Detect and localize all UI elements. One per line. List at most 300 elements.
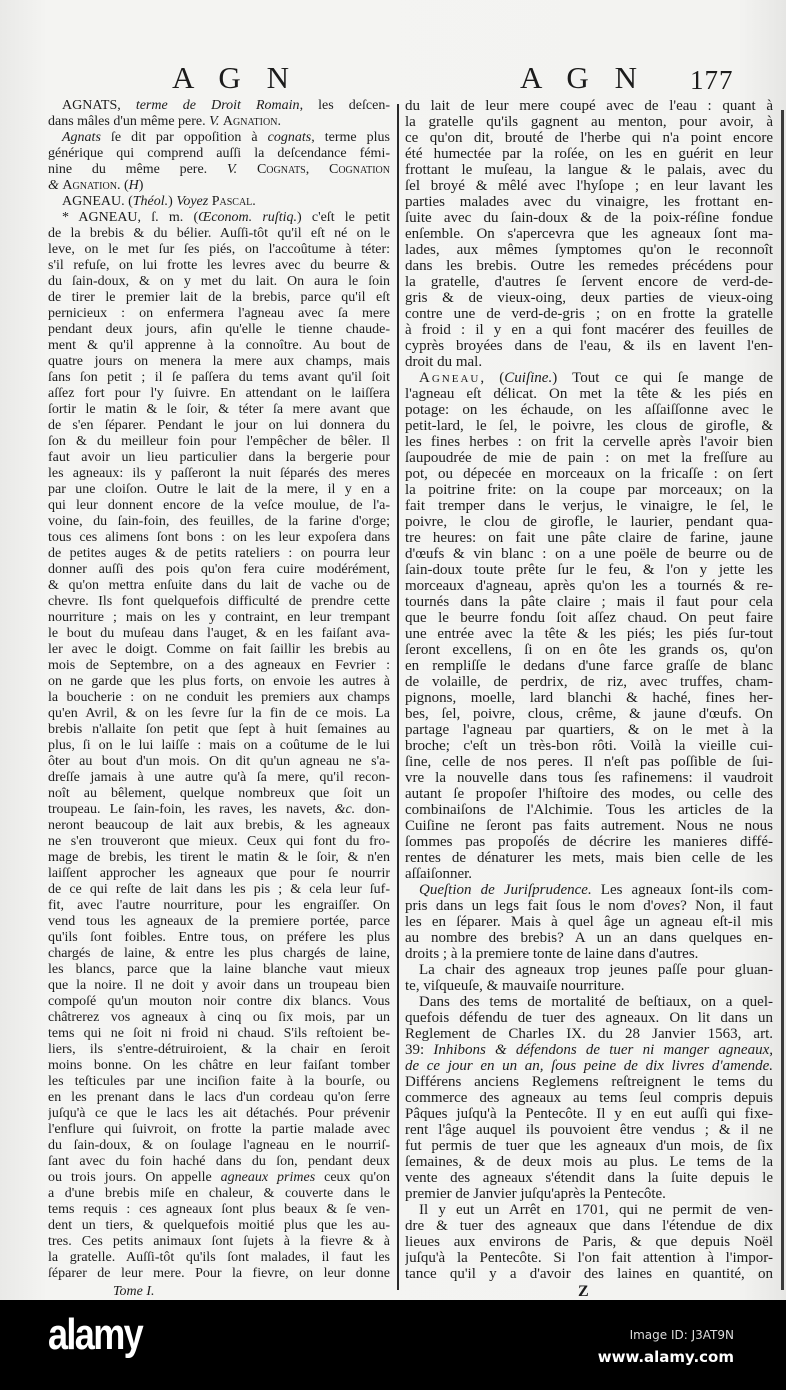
running-head-right: A G N <box>520 60 646 95</box>
text-run: ler avec le doigt. Comme on fait ſaillir les brebis au <box>48 642 390 657</box>
text-run: ) Tout ce qui ſe mange de <box>552 370 773 386</box>
text-run: de volaille, de perdrix, de riz, avec truffes, cham- <box>405 674 773 690</box>
text-line <box>48 498 390 514</box>
text-run: ſaupoudrée de mie de pain : on met la freſſure au <box>405 450 773 466</box>
text-run: AGNATS, <box>62 98 136 113</box>
text-run: de tirer le premier lait de la brebis, parce qu'il eſt <box>48 290 390 305</box>
text-run: petit-lard, le ſel, le poivre, les clous de girofle, & <box>405 418 773 434</box>
text-line <box>48 898 390 914</box>
text-run: potage: on les échaude, on les aſſaiſſonne avec le <box>405 402 773 418</box>
text-run: tems qui ne ſoit ni froid ni chaud. S'ils reſtoient be- <box>48 1026 390 1041</box>
text-run: mois de Septembre, on a des agneaux en Fevrier : <box>48 658 390 673</box>
text-line <box>405 898 773 914</box>
text-run: chevre. Ils font quelquefois difficulté de prendre cette <box>48 594 390 609</box>
text-run: & qu'on mettra enſuite dans du lait de vache ou de <box>48 578 390 593</box>
text-run: ſommes pas propoſés de décrire les manieres diffé- <box>405 834 773 850</box>
text-run: bes, ſel, poivre, clous, crême, & jaune d'œufs. On <box>405 706 773 722</box>
text-run: troupeau. Le ſain-foin, les raves, les navets, <box>48 802 335 817</box>
text-line <box>405 1266 773 1282</box>
text-run: aſſez fort pour l'y ſuivre. En attendant on le laiſſera <box>48 386 390 401</box>
text-line <box>405 930 773 946</box>
text-line <box>48 626 390 642</box>
text-line <box>405 1106 773 1122</box>
text-run: en rempliſſe le dedans d'une farce graſſe de blanc <box>405 658 773 674</box>
text-line <box>48 658 390 674</box>
italic-run: cognats <box>267 130 312 145</box>
text-line <box>48 1026 390 1042</box>
text-line <box>405 658 773 674</box>
text-run: l'agneau eſt délicat. On met la tête & les piés en <box>405 386 773 402</box>
text-line <box>405 610 773 626</box>
text-line <box>405 738 773 754</box>
italic-run: Œconom. ruſtiq. <box>198 210 297 225</box>
text-line <box>405 290 773 306</box>
text-run: cyprès broyées dans de l'eau, & ils en lavent l'en- <box>405 338 773 354</box>
text-run: ( <box>120 178 129 193</box>
text-run: ) <box>138 178 144 193</box>
text-run: 39: <box>405 1042 434 1058</box>
text-line <box>48 882 390 898</box>
text-line <box>405 194 773 210</box>
text-run: lades, aux mêmes ſymptomes qu'on le reconnoît <box>405 242 773 258</box>
text-line <box>48 674 390 690</box>
text-line <box>48 930 390 946</box>
text-run: ſéparer de leur mere. Pour la fievre, on leur donne <box>48 1266 390 1281</box>
text-line <box>48 466 390 482</box>
italic-run: & <box>48 178 59 193</box>
text-line <box>405 226 773 242</box>
text-line <box>48 1266 390 1282</box>
text-line <box>48 530 390 546</box>
text-line <box>405 402 773 418</box>
text-run: brebis n'allaite ſon petit que ſept à huit ſemaines au <box>48 722 390 737</box>
text-line <box>405 1122 773 1138</box>
text-line <box>48 914 390 930</box>
text-line <box>48 1250 390 1266</box>
text-run: ne s'en trouveront que mieux. Ceux qui font du fro- <box>48 834 390 849</box>
text-run: châtrerez vos agneaux à cinq ou ſix mois, par un <box>48 1010 390 1025</box>
text-run: dent un tiers, & quelquefois moitié plus que les au- <box>48 1218 390 1233</box>
text-run: d'œufs & vin blanc : on a une poële de beurre ou de <box>405 546 773 562</box>
volume-signature: Tome I. <box>113 1284 155 1299</box>
text-line <box>405 706 773 722</box>
text-line <box>48 1234 390 1250</box>
text-line <box>48 98 390 114</box>
text-run: voine, du ſain-foin, des feuilles, de la farine d'orge; <box>48 514 390 529</box>
alamy-logo: alamy <box>48 1310 143 1359</box>
text-line <box>48 1074 390 1090</box>
text-line <box>405 962 773 978</box>
text-run: ôter au bout d'un mois. On dit qu'un agneau ne s'a- <box>48 754 390 769</box>
text-run: Cuiſine ne ſeront pas faits autrement. Nous ne nous <box>405 818 773 834</box>
text-run: quatre jours on menera la mere aux champs, mais <box>48 354 390 369</box>
text-line <box>48 290 390 306</box>
text-line <box>48 306 390 322</box>
text-line <box>48 994 390 1010</box>
italic-run: de ce jour en un an, ſous peine de dix livres d'amende. <box>405 1058 773 1074</box>
text-line <box>405 866 773 882</box>
text-line <box>48 1010 390 1026</box>
text-line <box>48 754 390 770</box>
text-line <box>405 1138 773 1154</box>
text-run: autant ſe propoſer l'hiſtoire des modes, ou celle des <box>405 786 773 802</box>
text-run: que le beurre fondu ſoit aſſez chaud. On peut faire <box>405 610 773 626</box>
text-run: te, viſqueuſe, & mauvaiſe nourriture. <box>405 978 625 994</box>
text-line <box>405 914 773 930</box>
text-line <box>405 450 773 466</box>
text-line <box>405 178 773 194</box>
text-line <box>405 562 773 578</box>
text-run: de petites auges & de petits rateliers : on pourra leur <box>48 546 390 561</box>
text-run: chargés de laine, & entre les plus chargés de laine, <box>48 946 390 961</box>
site-label: www.alamy.com <box>597 1348 734 1366</box>
text-line <box>405 978 773 994</box>
text-line <box>48 866 390 882</box>
text-line <box>48 850 390 866</box>
text-run: ſon & du meilleur foin pour l'empêcher de bêler. Il <box>48 434 390 449</box>
text-line <box>405 242 773 258</box>
italic-run: Théol. <box>132 194 169 209</box>
right-text-column <box>405 98 773 1282</box>
text-run: pendant deux jours, afin qu'elle le tienne chaude- <box>48 322 390 337</box>
text-run: les blancs, parce que la laine blanche vaut mieux <box>48 962 390 977</box>
text-run: ſeront excellens, ſi on en ôte les grands os, qu'on <box>405 642 773 658</box>
text-run: au nombre des brebis? A un an dans quelques en- <box>405 930 773 946</box>
text-run: rent l'âge auquel ils pouvoient être vendus ; & il ne <box>405 1122 773 1138</box>
text-run: laiſſent approcher les agneaux que pour ſe nourrir <box>48 866 390 881</box>
text-run: compoſé qu'un mouton noir contre dix blancs. Vous <box>48 994 390 1009</box>
text-run: générique qui comprend auſſi la deſcendance fémi- <box>48 146 390 161</box>
text-line <box>48 594 390 610</box>
text-line <box>48 722 390 738</box>
text-line <box>405 370 773 386</box>
text-line <box>48 114 390 130</box>
text-run: ſortir le matin & le ſoir, & téter ſa mere avant que <box>48 402 390 417</box>
text-run: ) c'eſt le petit <box>296 210 390 225</box>
text-line <box>48 770 390 786</box>
text-run: par une cloiſon. Outre le lait de la mere, il y en a <box>48 482 390 497</box>
text-line <box>48 1138 390 1154</box>
page-edge-rule <box>781 110 784 1290</box>
text-run: Reglement de Charles IX. du 28 Janvier 1563, art. <box>405 1026 773 1042</box>
text-line <box>405 418 773 434</box>
text-run: premier de Janvier juſqu'après la Pentecôte. <box>405 1186 666 1202</box>
italic-run: V. <box>226 162 238 177</box>
text-line <box>405 674 773 690</box>
text-line <box>405 210 773 226</box>
text-line <box>48 1218 390 1234</box>
text-run: tous ces alimens ſont bons : on les leur expoſera dans <box>48 530 390 545</box>
text-run: dans mâles d'un même pere. <box>48 114 210 129</box>
text-line <box>405 626 773 642</box>
text-run: ſant avec du foin haché dans du ſon, pendant deux <box>48 1154 390 1169</box>
text-run: on ne garde que les plus forts, on envoie les autres à <box>48 674 390 689</box>
text-line <box>405 1154 773 1170</box>
text-line <box>405 882 773 898</box>
text-line <box>48 962 390 978</box>
text-run: le bout du muſeau dans l'auget, & en les faiſant ava- <box>48 626 390 641</box>
text-run: aſſaiſonner. <box>405 866 473 882</box>
italic-run: Queſtion de Juriſprudence. <box>419 882 592 898</box>
text-run: du lait de leur mere coupé avec de l'eau : quant à <box>405 98 773 114</box>
text-run: neront beaucoup de lait aux brebis, & les agneaux <box>48 818 390 833</box>
text-run: ſuite avec du ſain-doux & de la poix-réſine fondue <box>405 210 773 226</box>
text-run: , les deſcen- <box>299 98 390 113</box>
text-run: ment & qu'il apprenne à la connoître. Au bout de <box>48 338 390 353</box>
text-line <box>48 546 390 562</box>
text-line <box>405 1218 773 1234</box>
text-run: * AGNEAU, ſ. m. ( <box>62 210 199 225</box>
text-run: les fines herbes : on frit la cervelle après l'avoir bien <box>405 434 773 450</box>
text-run: gris & de vieux-oing, deux parties de vieux-oing <box>405 290 773 306</box>
text-line <box>48 802 390 818</box>
text-run: Il y eut un Arrêt en 1701, qui ne permit de ven- <box>419 1202 773 1218</box>
text-line <box>405 386 773 402</box>
italic-run: terme de Droit Romain <box>135 98 300 113</box>
text-run: ceux qu'on <box>315 1170 390 1185</box>
text-run: tems requis : ces agneaux ſont plus beaux & ſe ven- <box>48 1202 390 1217</box>
text-run: qu'en Avril, & on les ſevre ſur la fin de ce mois. La <box>48 706 390 721</box>
text-line <box>405 1170 773 1186</box>
text-run: noît au bêlement, quelque nombreux que ſoit un <box>48 786 390 801</box>
text-line <box>405 114 773 130</box>
text-run: à froid : il y en a qui font macérer des feuilles de <box>405 322 773 338</box>
text-run: , ( <box>480 370 505 386</box>
text-run: combinaiſons de l'Alchimie. Tous les articles de la <box>405 802 773 818</box>
text-run: ſel broyé & mêlé avec l'hyſope ; en leur lavant les <box>405 178 773 194</box>
text-line <box>48 1058 390 1074</box>
text-line <box>405 1090 773 1106</box>
gathering-signature: Z <box>578 1283 589 1300</box>
text-run: enſemble. On s'apercevra que les agneaux ſont ma- <box>405 226 773 242</box>
text-run: pignons, moelle, lard blanchi & haché, fines her- <box>405 690 773 706</box>
text-line <box>405 1026 773 1042</box>
small-caps-run: Cognats, Cognation <box>256 162 390 177</box>
text-line <box>405 434 773 450</box>
text-line <box>48 818 390 834</box>
text-run: droit du mal. <box>405 354 483 370</box>
text-run: vente des agneaux s'étendit dans la ſuite depuis le <box>405 1170 773 1186</box>
text-line <box>405 1042 773 1058</box>
text-run: ſe dit par oppoſition à <box>100 130 268 145</box>
text-line <box>48 946 390 962</box>
text-line <box>405 578 773 594</box>
text-line <box>48 786 390 802</box>
text-run: juſqu'à ce que le lacs les ait détachés. Pour prévenir <box>48 1106 390 1121</box>
text-run: Pâques juſqu'à la Pentecôte. Il y en eut auſſi qui fixe- <box>405 1106 773 1122</box>
text-line <box>48 690 390 706</box>
text-run: pot, ou dépecée en morceaux on la fricaſſe : on ſert <box>405 466 773 482</box>
text-line <box>405 306 773 322</box>
text-run: vre la nouvelle dans tous ſes rafinemens: il vaudroit <box>405 770 773 786</box>
text-line <box>405 322 773 338</box>
text-run: Dans des tems de mortalité de beſtiaux, on a quel- <box>419 994 773 1010</box>
text-run: ſans ſon petit ; il ſe paſſera du tems avant qu'il ſoit <box>48 370 390 385</box>
text-line <box>48 642 390 658</box>
text-run: donner auſſi des pois qu'on fera cuire modérément, <box>48 562 390 577</box>
text-run: du ſain-doux, & on ſoulage l'agneau en le nourriſ- <box>48 1138 390 1153</box>
text-run: l'enflure qui ſuivroit, on frotte la partie malade avec <box>48 1122 390 1137</box>
text-run: ? Non, il faut <box>680 898 773 914</box>
text-run: les en ſéparer. Mais à quel âge un agneau eſt-il mis <box>405 914 773 930</box>
text-line <box>48 274 390 290</box>
text-line <box>48 130 390 146</box>
small-caps-run: Agnation. <box>62 178 121 193</box>
text-line <box>48 1090 390 1106</box>
text-line <box>48 514 390 530</box>
text-run: ce qu'on dit, brouté de l'herbe qui n'a point encore <box>405 130 773 146</box>
italic-run: Inhibons & défendons de tuer ni manger agneaux, <box>433 1042 773 1058</box>
text-run: Différens anciens Reglemens reſtreignent le tems du <box>405 1074 773 1090</box>
text-run: les teſticules par une inciſion faite à la bourſe, ou <box>48 1074 390 1089</box>
text-line <box>48 386 390 402</box>
page-number: 177 <box>690 65 734 95</box>
text-run: ) <box>168 194 177 209</box>
text-run: été humectée par la roſée, on les en guérit en leur <box>405 146 773 162</box>
text-line <box>405 530 773 546</box>
text-line <box>405 1058 773 1074</box>
text-line <box>405 274 773 290</box>
text-line <box>405 850 773 866</box>
text-run: fit, avec l'autre nourriture, pour les engraiſſer. On <box>48 898 390 913</box>
text-line <box>48 482 390 498</box>
text-run: ſemaines, & de deux mois au plus. Le tems de la <box>405 1154 773 1170</box>
text-run: de ce qui reſte de lait dans les pis ; & cela leur ſuf- <box>48 882 390 897</box>
text-run: morceaux d'agneau, après qu'on les a tournés & re- <box>405 578 773 594</box>
text-run: La chair des agneaux trop jeunes paſſe pour gluan- <box>419 962 773 978</box>
text-line <box>48 418 390 434</box>
text-line <box>405 834 773 850</box>
text-run: qui leur donnent encore de la veſce moulue, de l'a- <box>48 498 390 513</box>
text-run: vend tous les agneaux de la premiere portée, parce <box>48 914 390 929</box>
text-line <box>405 594 773 610</box>
text-run: les agneaux: ils y paſſeront la nuit ſéparés des meres <box>48 466 390 481</box>
text-run: nourriture ; mais on les y contraint, en leur trempant <box>48 610 390 625</box>
italic-run: Cuiſine. <box>504 370 553 386</box>
text-line <box>405 258 773 274</box>
text-line <box>405 162 773 178</box>
text-line <box>405 1250 773 1266</box>
text-run: fait tremper dans le verjus, le vinaigre, le ſel, le <box>405 498 773 514</box>
text-line <box>405 98 773 114</box>
text-line <box>48 1170 390 1186</box>
text-run: leve, on le met ſur ſes piés, on l'accoûtume à téter: <box>48 242 390 257</box>
small-caps-run: Pascal. <box>211 194 256 209</box>
text-run: de la brebis & du bélier. Auſſi-tôt qu'il eſt né on le <box>48 226 390 241</box>
text-run: la gratelle, d'autres ſe ſervent encore de verd-de- <box>405 274 773 290</box>
text-line <box>405 786 773 802</box>
text-line <box>405 802 773 818</box>
text-line <box>48 434 390 450</box>
text-line <box>48 1202 390 1218</box>
left-text-column <box>48 98 390 1282</box>
text-run: s'il refuſe, on lui frotte les levres avec du beurre & <box>48 258 390 273</box>
text-line <box>405 690 773 706</box>
text-run: droits ; à la premiere tonte de laine dans d'autres. <box>405 946 699 962</box>
italic-run: Voyez <box>176 194 209 209</box>
text-run: la gratelle qu'ils gagnent au menton, pour avoir, à <box>405 114 773 130</box>
small-caps-run: Agneau <box>419 370 481 386</box>
text-line <box>48 146 390 162</box>
text-line <box>405 946 773 962</box>
text-line <box>48 834 390 850</box>
italic-run: &c. <box>334 802 356 817</box>
text-line <box>48 178 390 194</box>
text-run: juſqu'à la Pentecôte. Si l'on fait attention à l'impor- <box>405 1250 773 1266</box>
text-run: plus, ſi on le lui laiſſe : mais on a coûtume de le lui <box>48 738 390 753</box>
text-run: partage l'agneau par quartiers, & on le met à la <box>405 722 773 738</box>
text-run: broche; c'eſt un très-bon rôti. Voilà la vieille cui- <box>405 738 773 754</box>
text-line <box>48 226 390 242</box>
text-line <box>405 146 773 162</box>
text-line <box>405 642 773 658</box>
text-line <box>48 242 390 258</box>
italic-run: V. <box>209 114 220 129</box>
italic-run: H <box>128 178 139 193</box>
text-run: AGNEAU. ( <box>62 194 133 209</box>
text-line <box>48 194 390 210</box>
text-run: que la noire. Il ne doit y avoir dans un troupeau bien <box>48 978 390 993</box>
text-run: en les prenant dans le lacs d'un cordeau qu'on ſerre <box>48 1090 390 1105</box>
text-run: contre une de verd-de-gris ; on en frotte la gratelle <box>405 306 773 322</box>
text-line <box>405 722 773 738</box>
text-run: de s'en ſéparer. Pendant le jour on lui donnera du <box>48 418 390 433</box>
text-run: pernicieux : on enfermera l'agneau avec ſa mere <box>48 306 390 321</box>
text-run: ſain-doux toute prête ſur le feu, & l'on y jette les <box>405 562 773 578</box>
text-line <box>405 770 773 786</box>
image-id-label: Image ID: J3AT9N <box>629 1328 734 1342</box>
text-line <box>48 610 390 626</box>
text-run: ou trois jours. On appelle <box>48 1170 221 1185</box>
text-line <box>48 978 390 994</box>
text-run: , terme plus <box>311 130 390 145</box>
text-line <box>405 354 773 370</box>
text-run: Les agneaux ſont-ils com- <box>591 882 773 898</box>
text-run: rentes de dénaturer les mets, mais bien celle de les <box>405 850 773 866</box>
text-line <box>405 338 773 354</box>
text-line <box>48 562 390 578</box>
text-run: tre heures: on fait une pâte claire de farine, jaune <box>405 530 773 546</box>
text-run: tance qu'il y a d'avoir des laines en quantité, on <box>405 1266 773 1282</box>
watermark-bar <box>0 1300 786 1390</box>
text-run: dreſſe jamais à une autre qu'à ſa mere, qu'il recon- <box>48 770 390 785</box>
text-run: ſine, celle de nos peres. Il n'eſt pas poſſible de ſui- <box>405 754 773 770</box>
text-run: la poitrine frite: on la coupe par morceaux; on la <box>405 482 773 498</box>
text-run: tres. Ces petits animaux ſont ſujets à la fievre & à <box>48 1234 390 1249</box>
text-run: une entrée avec la tête & les piés; les piés ſur-tout <box>405 626 773 642</box>
text-line <box>48 1186 390 1202</box>
text-line <box>48 738 390 754</box>
column-divider <box>397 104 399 1290</box>
text-line <box>48 578 390 594</box>
text-run: lieues aux environs de Paris, & que depuis Noël <box>405 1234 773 1250</box>
text-line <box>405 818 773 834</box>
text-line <box>405 1074 773 1090</box>
text-line <box>405 466 773 482</box>
text-run: du ſain-doux, & on y met du lait. On aura le ſoin <box>48 274 390 289</box>
text-line <box>48 1154 390 1170</box>
text-run: quefois défendu de tuer des agneaux. On lit dans un <box>405 1010 773 1026</box>
italic-run: oves <box>653 898 681 914</box>
text-run: nine du même pere. <box>48 162 227 177</box>
text-line <box>405 754 773 770</box>
text-line <box>48 322 390 338</box>
text-line <box>405 994 773 1010</box>
text-line <box>405 546 773 562</box>
text-run: don- <box>355 802 390 817</box>
text-line <box>405 482 773 498</box>
text-line <box>48 706 390 722</box>
